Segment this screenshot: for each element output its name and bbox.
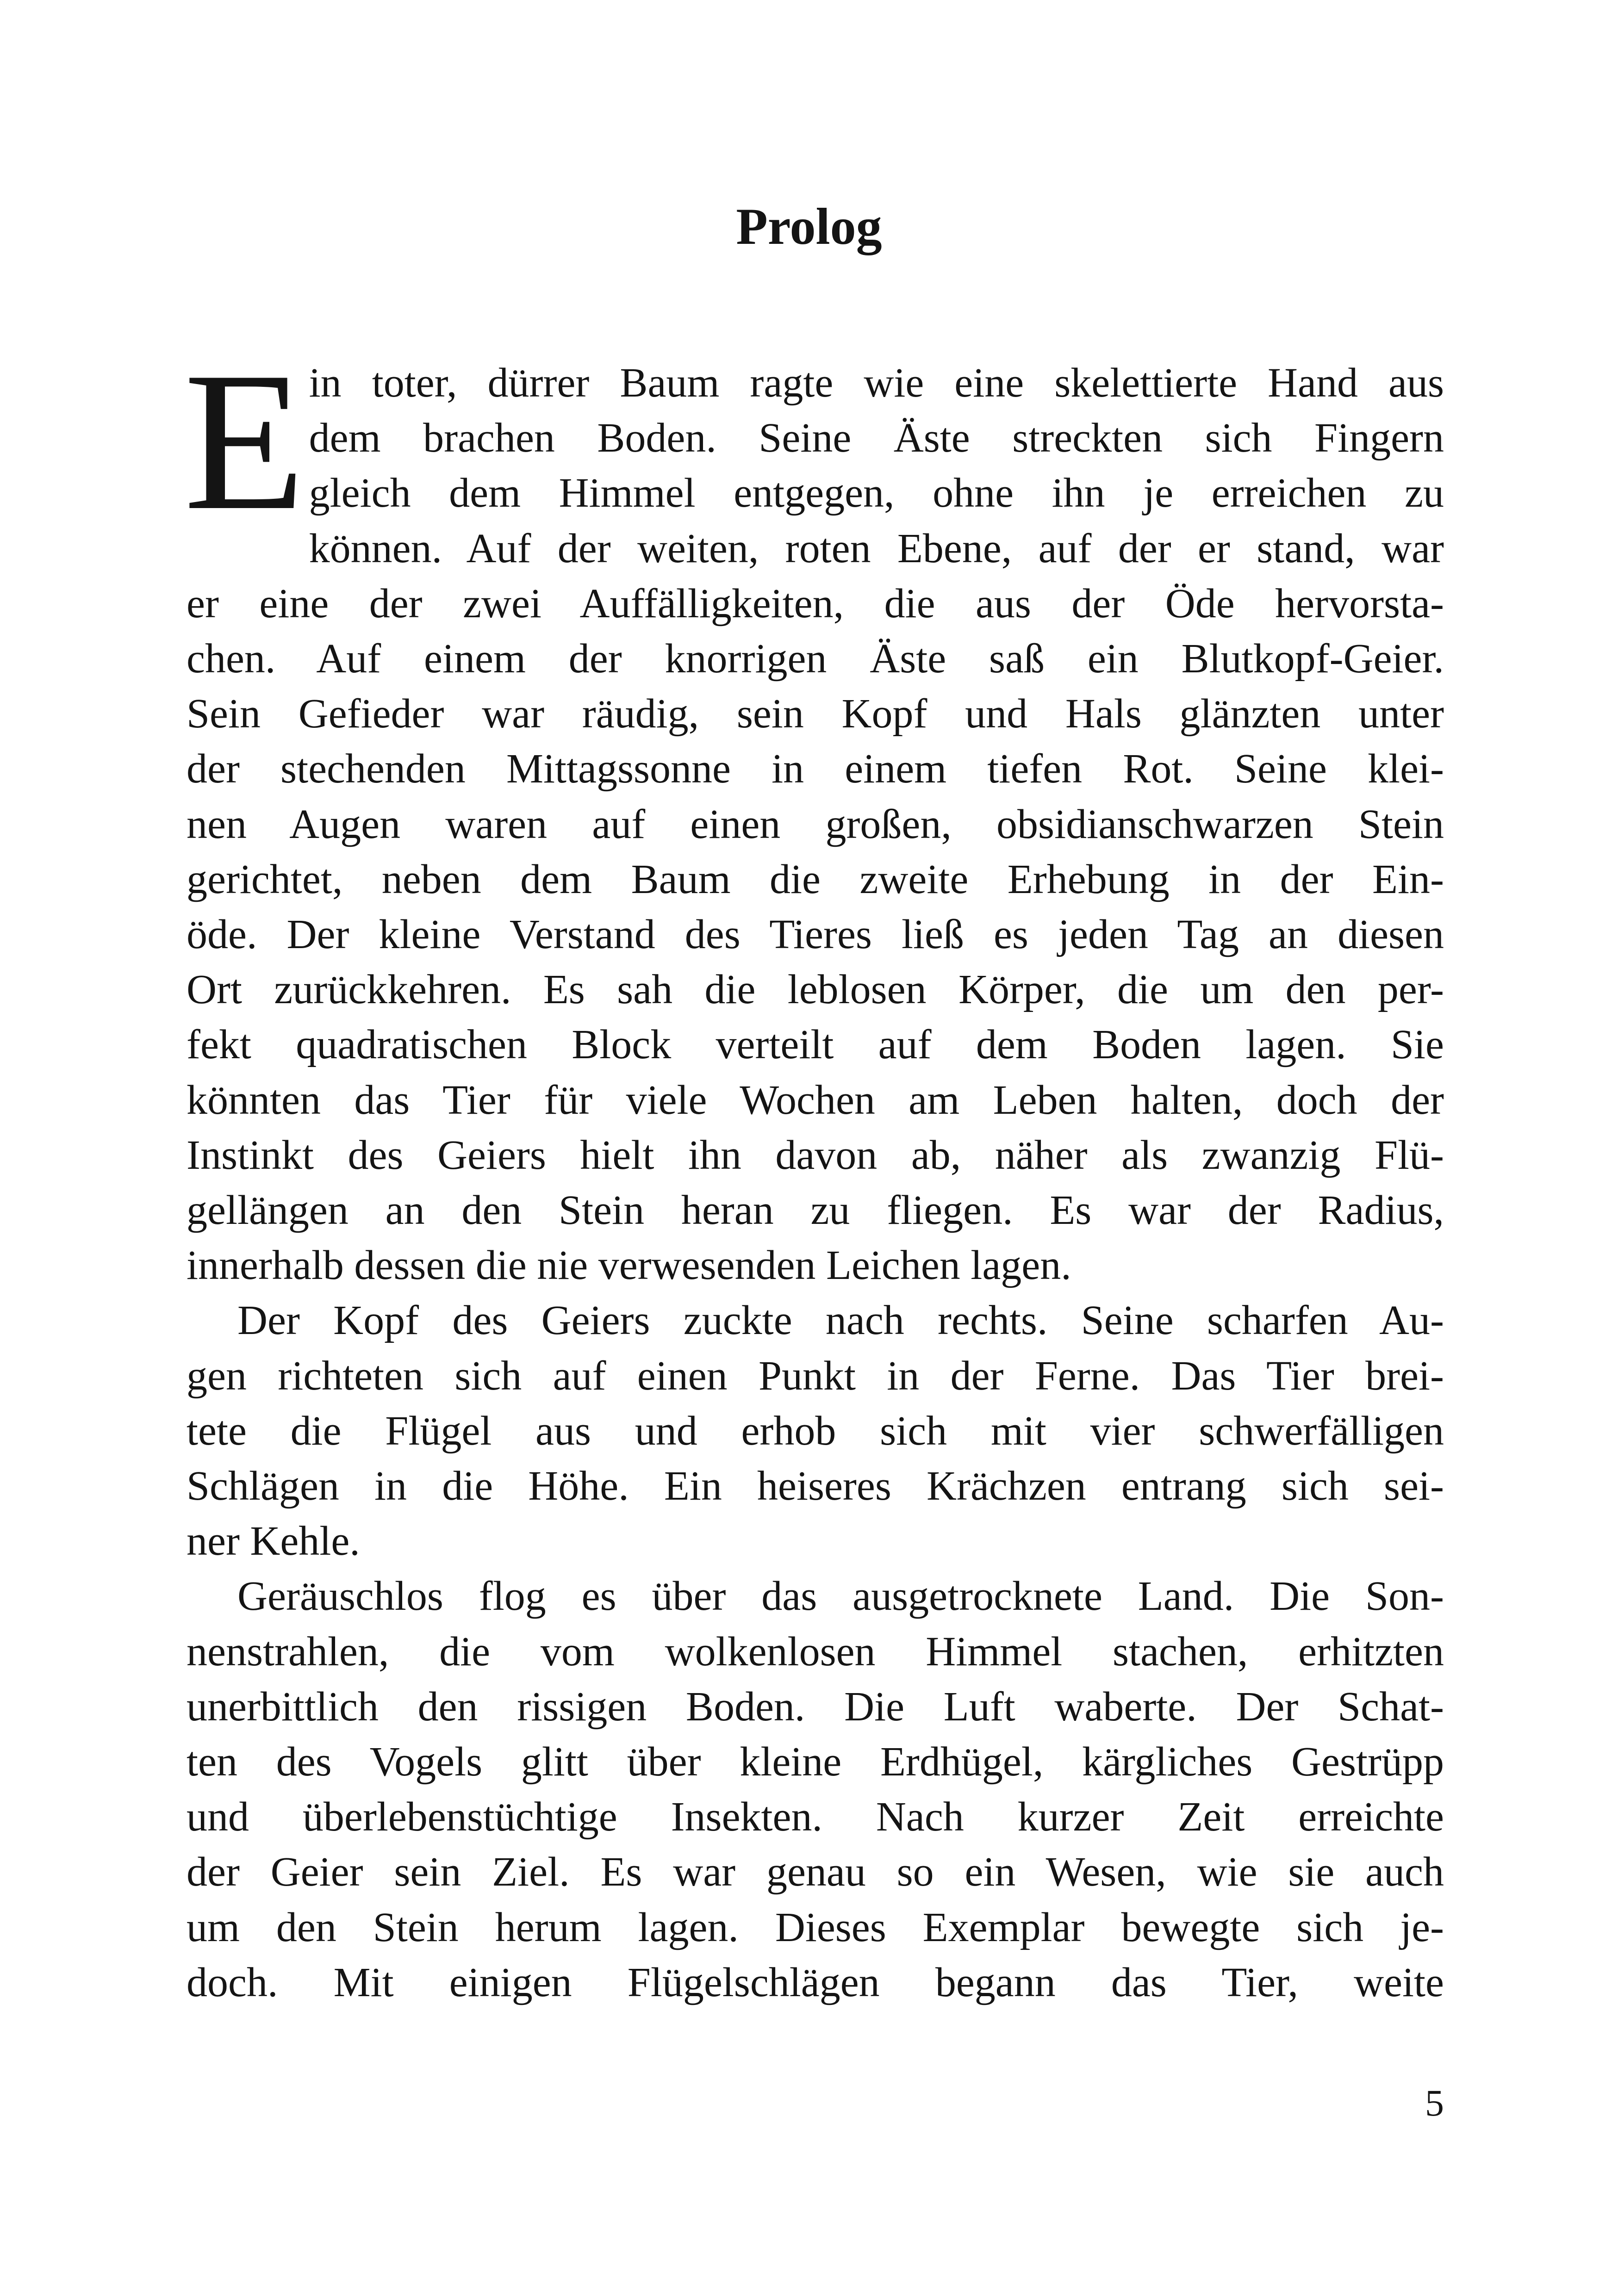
text-line: öde. Der kleine Verstand des Tieres ließ es jeden Tag an diesen bbox=[187, 912, 1444, 958]
text-line: Der Kopf des Geiers zuckte nach rechts. Seine scharfen Au- bbox=[237, 1297, 1444, 1344]
text-line: der stechenden Mittagssonne in einem tiefen Rot. Seine klei- bbox=[187, 746, 1444, 792]
drop-cap: E bbox=[184, 331, 305, 552]
text-line: nenstrahlen, die vom wolkenlosen Himmel stachen, erhitzten bbox=[187, 1628, 1444, 1675]
text-line: ner Kehle. bbox=[187, 1518, 360, 1564]
text-line: nen Augen waren auf einen großen, obsidianschwarzen Stein bbox=[187, 801, 1444, 847]
text-line: Ort zurückkehren. Es sah die leblosen Körper, die um den per- bbox=[187, 967, 1444, 1013]
text-line: chen. Auf einem der knorrigen Äste saß ein Blutkopf-Geier. bbox=[187, 636, 1444, 682]
text-line: um den Stein herum lagen. Dieses Exemplar bewegte sich je- bbox=[187, 1904, 1444, 1950]
paragraph-2 bbox=[187, 1293, 1444, 1569]
text-line: könnten das Tier für viele Wochen am Leben halten, doch der bbox=[187, 1077, 1444, 1123]
text-line: Instinkt des Geiers hielt ihn davon ab, näher als zwanzig Flü- bbox=[187, 1132, 1444, 1178]
text-line: fekt quadratischen Block verteilt auf dem Boden lagen. Sie bbox=[187, 1022, 1444, 1068]
text-line: Geräuschlos flog es über das ausgetrocknete Land. Die Son- bbox=[237, 1573, 1444, 1620]
text-line: gleich dem Himmel entgegen, ohne ihn je erreichen zu bbox=[309, 470, 1444, 516]
text-line: Schlägen in die Höhe. Ein heiseres Krächzen entrang sich sei- bbox=[187, 1463, 1444, 1509]
text-line: ten des Vogels glitt über kleine Erdhügel, kärgliches Gestrüpp bbox=[187, 1739, 1444, 1785]
text-line: Sein Gefieder war räudig, sein Kopf und Hals glänzten unter bbox=[187, 691, 1444, 737]
text-line: und überlebenstüchtige Insekten. Nach kurzer Zeit erreichte bbox=[187, 1794, 1444, 1840]
text-line: gerichtet, neben dem Baum die zweite Erhebung in der Ein- bbox=[187, 856, 1444, 902]
text-line: doch. Mit einigen Flügelschlägen begann das Tier, weite bbox=[187, 1959, 1444, 2005]
chapter-title: Prolog bbox=[736, 198, 882, 255]
text-line: innerhalb dessen die nie verwesenden Leichen lagen. bbox=[187, 1242, 1071, 1289]
text-line: können. Auf der weiten, roten Ebene, auf der er stand, war bbox=[309, 525, 1444, 571]
text-line: unerbittlich den rissigen Boden. Die Luft waberte. Der Schat- bbox=[187, 1683, 1444, 1730]
text-line: gen richteten sich auf einen Punkt in der Ferne. Das Tier brei- bbox=[187, 1353, 1444, 1399]
text-line: der Geier sein Ziel. Es war genau so ein Wesen, wie sie auch bbox=[187, 1849, 1444, 1895]
paragraph-1 bbox=[184, 331, 1444, 1293]
text-line: tete die Flügel aus und erhob sich mit vier schwerfälligen bbox=[187, 1408, 1444, 1454]
text-line: dem brachen Boden. Seine Äste streckten sich Fingern bbox=[309, 415, 1444, 461]
paragraph-3 bbox=[187, 1569, 1444, 2010]
body-text bbox=[184, 331, 1444, 2010]
text-line: er eine der zwei Auffälligkeiten, die aus der Öde hervorsta- bbox=[187, 580, 1444, 627]
text-line: in toter, dürrer Baum ragte wie eine skelettierte Hand aus bbox=[309, 360, 1444, 406]
text-line: gellängen an den Stein heran zu fliegen. Es war der Radius, bbox=[187, 1187, 1444, 1234]
page-number: 5 bbox=[1425, 2082, 1444, 2124]
